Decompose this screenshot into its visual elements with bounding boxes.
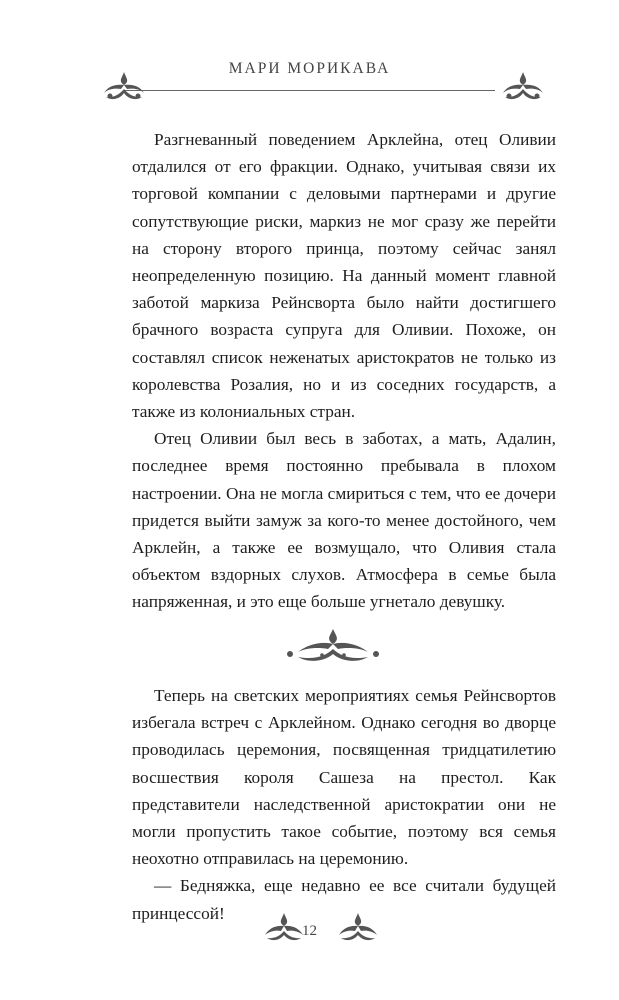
- page-number: 12: [302, 923, 317, 939]
- text-block-top: [132, 126, 556, 616]
- paragraph: Разгневанный поведением Арклейна, отец Оливии отдалился от его фракции. Однако, учитывая связи их торговой компании с деловыми партнерами и другие сопутствующие риски, маркиз не мог сразу же перейти на сторону второго принца, поэтому сейчас занял неопределенную позицию. На данный момент главной заботой маркиза Рейнсворта было найти достигшего брачного возраста супруга для Оливии. Похоже, он составлял список неженатых аристократов не только из королевства Розалия, но и из соседних государств, а также из колониальных стран.: [132, 130, 556, 422]
- paragraph: Теперь на светских мероприятиях семья Рейнсвортов избегала встреч с Арклейном. Однако сегодня во дворце проводилась церемония, посвященная тридцатилетию восшествия короля Сашеза на престол. Как представители наследственной аристократии они не могли пропустить такое событие, поэтому вся семья неохотно отправилась на церемонию.: [132, 686, 556, 869]
- header-rule: [124, 90, 495, 91]
- header-right-ornament-icon: [499, 70, 547, 104]
- text-block-bottom: [132, 682, 556, 927]
- running-title: МАРИ МОРИКАВА: [228, 60, 391, 77]
- paragraph: Отец Оливии был весь в заботах, а мать, Адалин, последнее время постоянно пребывала в плохом настроении. Она не могла смириться с тем, что ее дочери придется выйти замуж за кого-то менее достойного, чем Арклейн, а также ее возмущало, что Оливия стала объектом вздорных слухов. Атмосфера в семье была напряженная, и это еще больше угнетало девушку.: [132, 429, 556, 612]
- paragraph: — Бедняжка, еще недавно ее все считали будущей принцессой!: [132, 876, 556, 923]
- header-left-ornament-icon: [100, 70, 148, 104]
- footer-right-ornament-icon: [336, 910, 380, 944]
- section-break-divider-icon: [278, 626, 388, 666]
